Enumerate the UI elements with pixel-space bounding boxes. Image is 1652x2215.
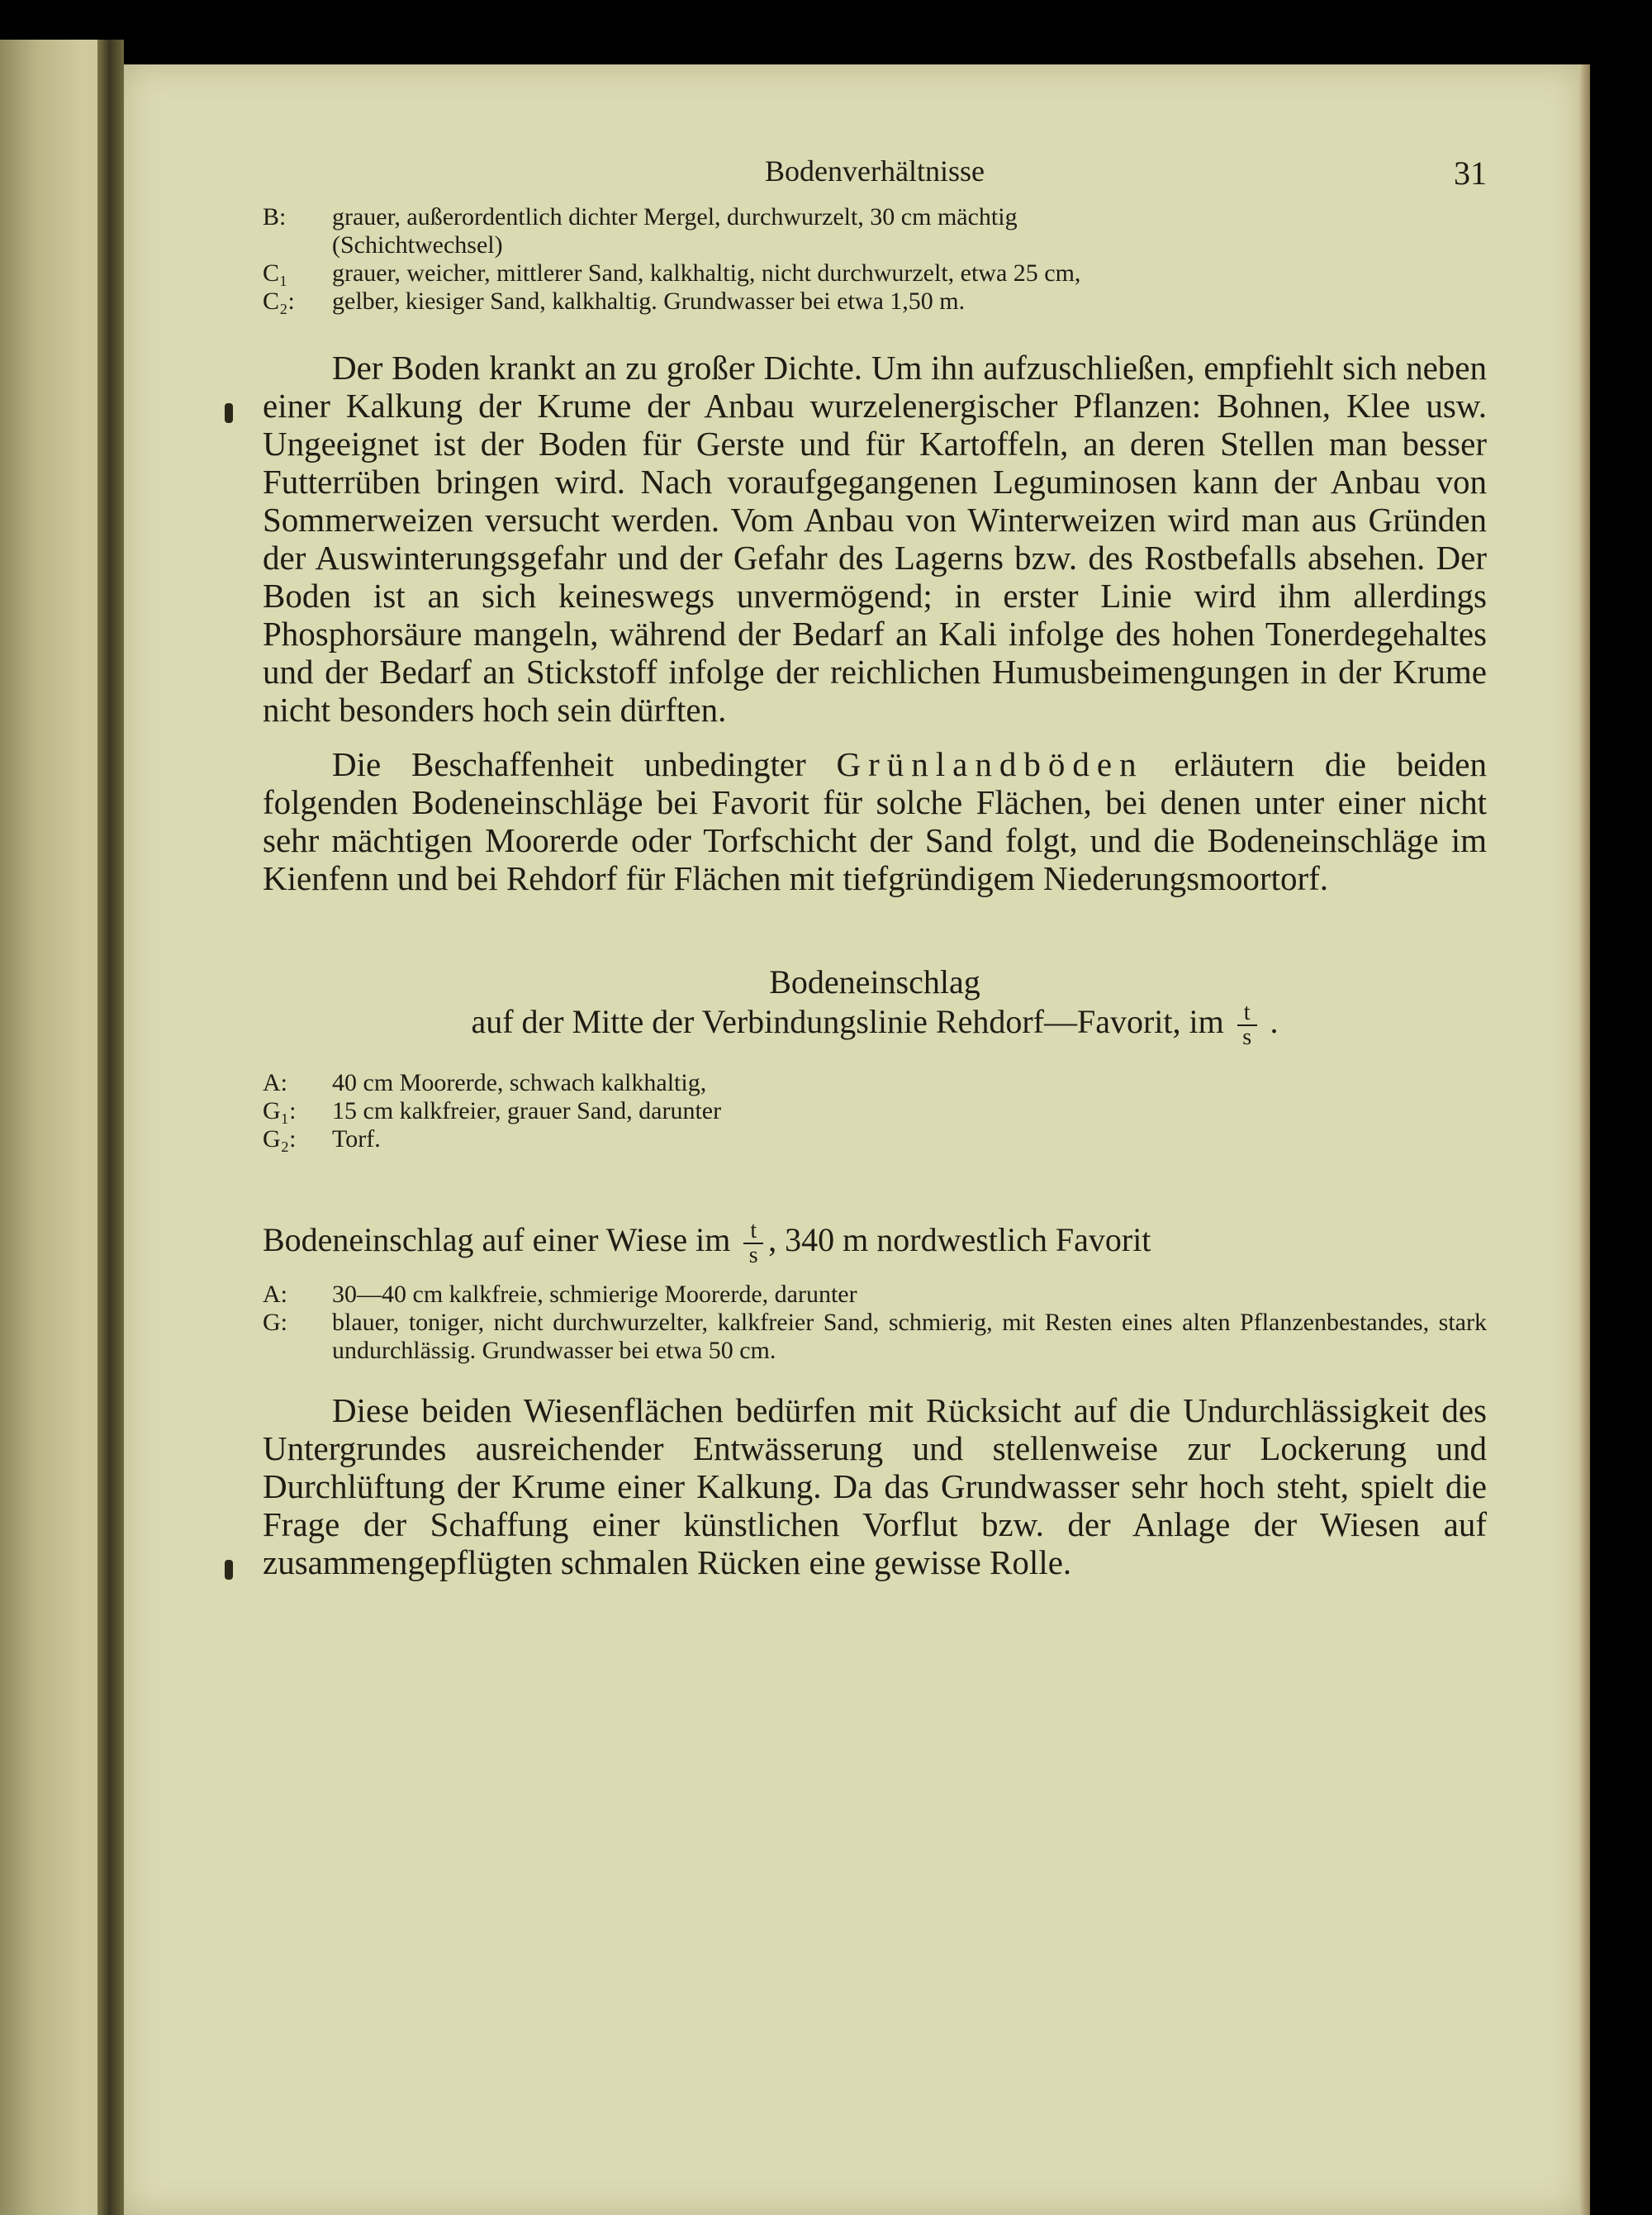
horizon-text: 30—40 cm kalkfreie, schmierige Moorerde, darunter — [332, 1281, 857, 1308]
horizon-label: A: — [263, 1281, 287, 1308]
horizon-text: blauer, toniger, nicht durchwurzelter, kalkfreier Sand, schmierig, mit Resten eines alten Pflanzenbestandes, stark undurchlässig. Grundwasser bei etwa 50 cm. — [332, 1309, 1487, 1364]
horizon-label — [263, 231, 332, 259]
horizon-text: gelber, kiesiger Sand, kalkhaltig. Grundwasser bei etwa 1,50 m. — [332, 288, 966, 315]
horizon-text: grauer, außerordentlich dichter Mergel, durchwurzelt, 30 cm mächtig — [332, 203, 1018, 231]
horizon-label: C₁ — [263, 259, 288, 287]
horizon-row — [263, 1309, 1487, 1365]
horizon-label: G₂: — [263, 1125, 297, 1153]
paragraph-2-start: Die Beschaffenheit unbedingter — [332, 745, 837, 783]
horizon-row — [263, 259, 1487, 288]
horizon-row — [263, 1069, 1487, 1097]
section-heading: Bodeneinschlag — [769, 963, 980, 1001]
horizon-label: B: — [263, 203, 287, 231]
horizon-row — [263, 1281, 1487, 1309]
section-subheading — [263, 1001, 1487, 1049]
fraction-numerator: t — [743, 1219, 763, 1244]
page-edge — [1578, 64, 1590, 2215]
horizon-row — [263, 288, 1487, 316]
fraction-denominator: s — [748, 1243, 758, 1268]
horizon-label: C₂: — [263, 288, 295, 315]
subheading-end: . — [1270, 1003, 1279, 1041]
margin-mark — [225, 1560, 233, 1580]
horizon-text: 15 cm kalkfreier, grauer Sand, darunter — [332, 1097, 722, 1124]
facing-page-edge — [0, 40, 120, 2215]
running-title: Bodenverhältnisse — [765, 154, 985, 188]
horizon-text: (Schichtwechsel) — [332, 231, 503, 259]
fraction — [1237, 1001, 1257, 1049]
paragraph-2-end: erläutern die beiden folgenden Bodeneinschläge bei Favorit für solche Flächen, bei denen unter einer nicht sehr mächtigen Moorerde oder Torfschicht der Sand folgt, und die Bodeneinschläge im Kienfenn und bei Rehdorf für Flächen mit tiefgründigem Niederungsmoortorf. — [263, 745, 1488, 897]
margin-mark — [225, 403, 233, 423]
horizon-label: A: — [263, 1069, 287, 1096]
paragraph-3: Diese beiden Wiesenflächen bedürfen mit Rücksicht auf die Undurchlässigkeit des Untergrundes ausreichender Entwässerung und stellenweise zur Lockerung und Durchlüftung der Krume einer Kalkung. Da das Grundwasser sehr hoch steht, spielt die Frage der Schaffung einer künstlichen Vorflut bzw. der Anlage der Wiesen auf zusammengepflügten schmalen Rücken eine gewisse Rolle. — [263, 1391, 1487, 1581]
horizon-text: Torf. — [332, 1125, 381, 1153]
soil-profile-2 — [263, 1281, 1487, 1365]
soil-profile-top — [263, 203, 1487, 316]
horizon-row — [263, 1125, 1487, 1153]
horizon-text: grauer, weicher, mittlerer Sand, kalkhaltig, nicht durchwurzelt, etwa 25 cm, — [332, 259, 1081, 287]
subheading-text: auf der Mitte der Verbindungslinie Rehdorf—Favorit, im — [471, 1003, 1224, 1041]
horizon-text: 40 cm Moorerde, schwach kalkhaltig, — [332, 1069, 707, 1096]
book-gutter — [97, 40, 124, 2215]
page-number: 31 — [1454, 154, 1487, 192]
horizon-label: G₁: — [263, 1097, 297, 1124]
section-2-heading-end: , 340 m nordwestlich Favorit — [768, 1221, 1151, 1259]
running-head — [263, 154, 1487, 203]
section-2-heading-text: Bodeneinschlag auf einer Wiese im — [263, 1221, 731, 1259]
fraction-numerator: t — [1237, 1001, 1257, 1026]
paragraph-1: Der Boden krankt an zu großer Dichte. Um ihn aufzuschließen, empfiehlt sich neben einer Kalkung der Krume der Anbau wurzelenergischer Pflanzen: Bohnen, Klee usw. Ungeeignet ist der Boden für Gerste und für Kartoffeln, an deren Stellen man besser Futterrüben bringen wird. Nach voraufgegangenen Leguminosen kann der Anbau von Sommerweizen versucht werden. Vom Anbau von Winterweizen wird man aus Gründen der Auswinterungsgefahr und der Gefahr des Lagerns bzw. des Rostbefalls absehen. Der Boden ist an sich keineswegs unvermögend; in erster Linie wird ihm allerdings Phosphorsäure mangeln, während der Bedarf an Kali infolge des hohen Tonerdegehaltes und der Bedarf an Stickstoff infolge der reichlichen Humusbeimengungen in der Krume nicht besonders hoch sein dürften. — [263, 349, 1487, 729]
horizon-row — [263, 1097, 1487, 1125]
soil-profile-1 — [263, 1069, 1487, 1153]
book-page — [124, 64, 1582, 2215]
horizon-label: G: — [263, 1309, 287, 1336]
horizon-row — [263, 203, 1487, 231]
fraction-denominator: s — [1242, 1024, 1252, 1050]
section-2-heading — [263, 1219, 1487, 1267]
paragraph-2 — [263, 745, 1487, 897]
spaced-term: Grünlandböden — [836, 745, 1144, 783]
fraction — [743, 1219, 763, 1267]
page-content — [263, 154, 1487, 1581]
horizon-row — [263, 231, 1487, 259]
